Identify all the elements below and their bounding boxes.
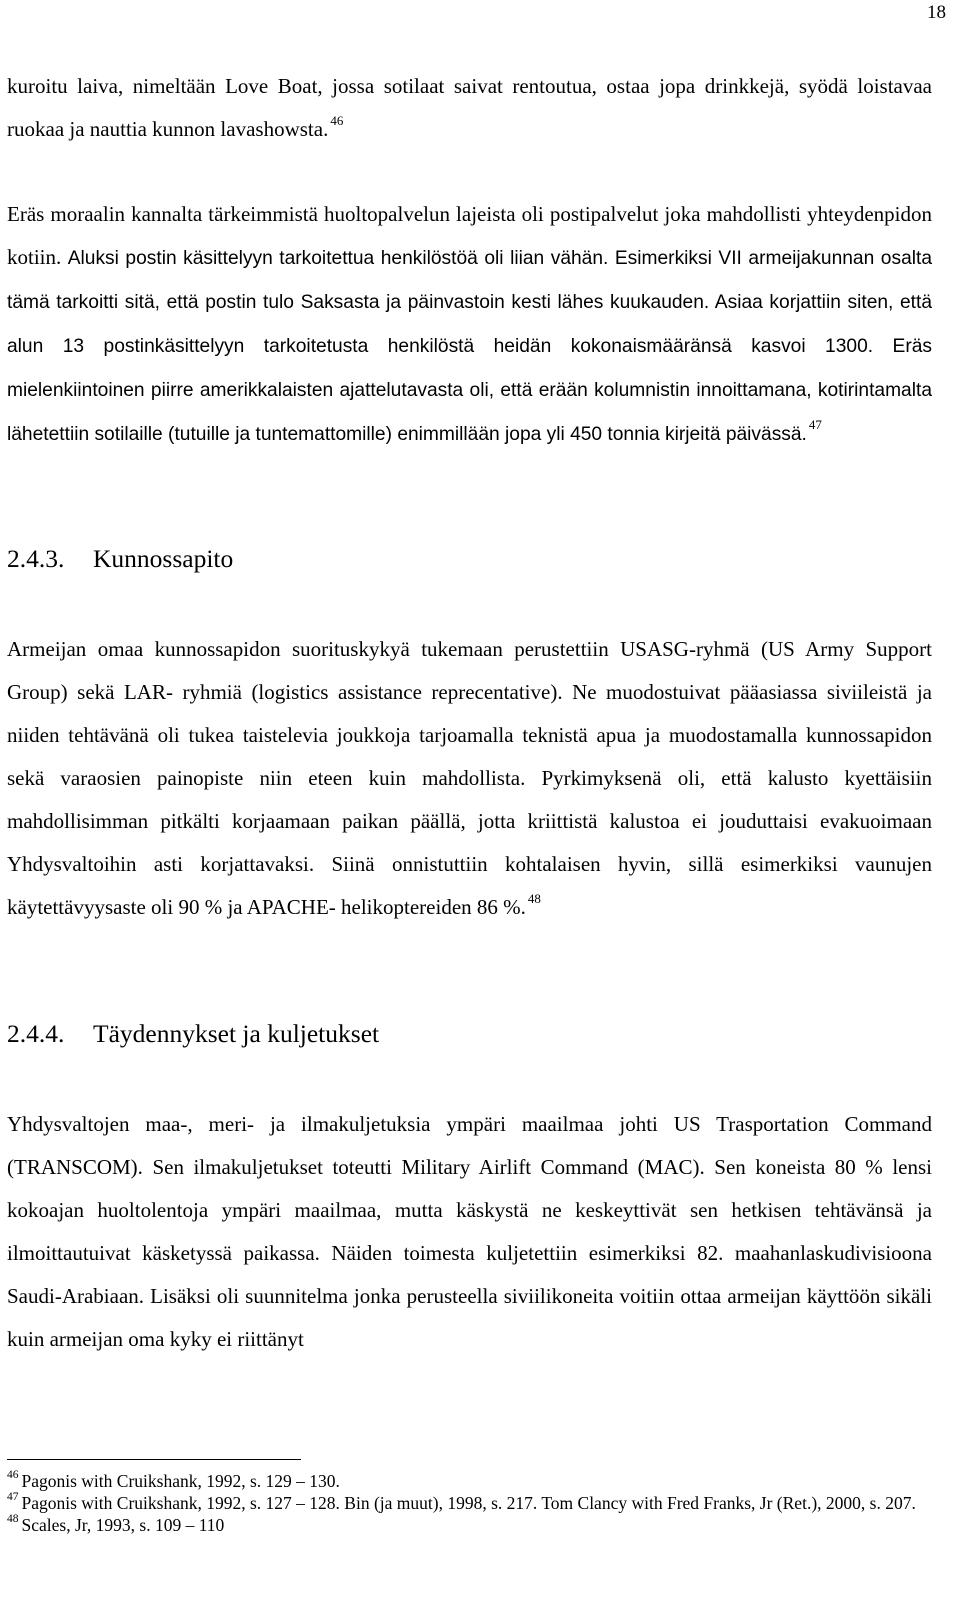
paragraph-body-sans: Aluksi postin käsittelyyn tarkoitettua henkilöstöä oli liian vähän. Esimerkiksi VII armeijakunnan osalta tämä tarkoitti sitä, että postin tulo Saksasta ja päinvastoin kesti lähes kuukauden. Asiaa korjattiin siten, että alun 13 postinkäsittelyyn tarkoitetusta henkilöstä heidän kokonaismääränsä kasvoi 1300. Eräs mielenkiintoinen piirre amerikkalaisten ajattelutavasta oli, että erään kolumnistin innoittamana, kotirintamalta lähetettiin sotilaille (tutuille ja tuntemattomille) enimmillään jopa yli 450 tonnia kirjeitä päivässä. xyxy=(7,248,932,445)
footnote-number: 47 xyxy=(7,1491,19,1504)
footnote-47 xyxy=(7,1492,932,1514)
paragraph-body: Armeijan omaa kunnossapidon suorituskykyä tukemaan perustettiin USASG-ryhmä (US Army Support Group) sekä LAR- ryhmiä (logistics assistance reprecentative). Ne muodostuivat pääasiassa siviileistä ja niiden tehtävänä oli tukea taistelevia joukkoja tarjoamalla teknistä apua ja muodostamalla kunnossapidon sekä varaosien painopiste niin eteen kuin mahdollista. Pyrkimyksenä oli, että kalusto kyettäisiin mahdollisimman pitkälti korjaamaan paikan päällä, jotta kriittistä kalustoa ei jouduttaisi evakuoimaan Yhdysvaltoihin asti korjattavaksi. Siinä onnistuttiin kohtalaisen hyvin, sillä esimerkiksi vaunujen käytettävyysaste oli 90 % ja APACHE- helikoptereiden 86 %. xyxy=(7,637,932,919)
paragraph-maintenance xyxy=(7,628,932,929)
section-number: 2.4.3. xyxy=(7,544,65,573)
footnote-number: 46 xyxy=(7,1469,19,1482)
paragraph-body: kuroitu laiva, nimeltään Love Boat, jossa sotilaat saivat rentoutua, ostaa jopa drinkkejä, syödä loistavaa ruokaa ja nauttia kunnon lavashowsta. xyxy=(7,74,932,141)
footnote-ref[interactable]: 47 xyxy=(808,417,822,432)
section-title: Täydennykset ja kuljetukset xyxy=(93,1019,380,1048)
section-number: 2.4.4. xyxy=(7,1019,65,1048)
section-heading-maintenance xyxy=(7,544,233,574)
footnote-text: Pagonis with Cruikshank, 1992, s. 127 – 128. Bin (ja muut), 1998, s. 217. Tom Clancy with Fred Franks, Jr (Ret.), 2000, s. 207. xyxy=(21,1493,916,1513)
paragraph-body-serif: Eräs moraalin kannalta tärkeimmistä huoltopalvelun lajeista oli postipalvelut joka mahdollisti yhteydenpidon kotiin. xyxy=(7,202,932,269)
footnote-divider xyxy=(7,1459,301,1460)
footnote-text: Scales, Jr, 1993, s. 109 – 110 xyxy=(21,1515,225,1535)
footnote-ref[interactable]: 48 xyxy=(527,891,541,906)
paragraph-love-boat xyxy=(7,65,932,151)
footnote-number: 48 xyxy=(7,1513,19,1526)
section-heading-supplies-transport xyxy=(7,1019,379,1049)
paragraph-text xyxy=(7,65,932,151)
paragraph-text xyxy=(7,628,932,929)
paragraph-text: Yhdysvaltojen maa-, meri- ja ilmakuljetuksia ympäri maailmaa johti US Trasportation Command (TRANSCOM). Sen ilmakuljetukset toteutti Military Airlift Command (MAC). Sen koneista 80 % lensi kokoajan huoltolentoja ympäri maailmaa, mutta käskystä ne keskeyttivät sen hetkisen tehtävänsä ja ilmoittautuivat käsketyssä paikassa. Näiden toimesta kuljetettiin esimerkiksi 82. maahanlaskudivisioona Saudi-Arabiaan. Lisäksi oli suunnitelma jonka perusteella siviilikoneita voitiin ottaa armeijan käyttöön sikäli kuin armeijan oma kyky ei riittänyt xyxy=(7,1112,932,1351)
footnotes xyxy=(7,1470,932,1536)
footnote-48 xyxy=(7,1514,932,1536)
paragraph-mail-services xyxy=(7,193,932,456)
section-title: Kunnossapito xyxy=(93,544,234,573)
page-number: 18 xyxy=(927,2,946,23)
footnote-text: Pagonis with Cruikshank, 1992, s. 129 – 130. xyxy=(21,1471,340,1491)
footnote-46 xyxy=(7,1470,932,1492)
paragraph-transport xyxy=(7,1103,932,1361)
footnote-ref[interactable]: 46 xyxy=(330,113,344,128)
paragraph-text xyxy=(7,193,932,456)
